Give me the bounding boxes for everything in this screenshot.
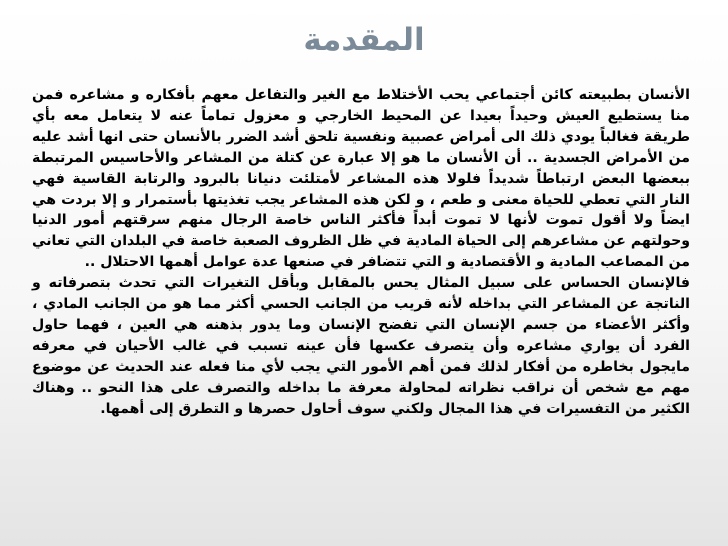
slide-body: [32, 85, 690, 420]
slide-title: المقدمة: [303, 22, 425, 58]
paragraph-eyes: فالإنسان الحساس على سبيل المثال يحس بالمقابل وبأقل التغيرات التي تحدث بتصرفاته و الناتجة عن المشاعر التي بداخله لأنه قريب من الجانب الحسي أكثر مما هو من الجانب المادي ، وأكثر الأعضاء من جسم الإنسان التي تفضح الإنسان وما يدور بذهنه هي العين ، فهما حاول الفرد أن يواري مشاعره وأن يتصرف عكسها فأن عينه تسبب في غالب الأحيان في معرفه مايجول بخاطره من أفكار لذلك فمن أهم الأمور التي يجب لأي منا فعله عند الحديث عن موضوع مهم مع شخص أن نراقب نظراته لمحاولة معرفة ما بداخله والتصرف على هذا النحو .. وهناك الكثير من التفسيرات في هذا المجال ولكني سوف أحاول حصرها و التطرق إلى أهمها.: [32, 275, 690, 417]
paragraph-intro: الأنسان بطبيعته كائن أجتماعي يحب الأختلاط مع الغير والتفاعل معهم بأفكاره و مشاعره فمن منا يستطيع العيش وحيداً بعيدا عن المحيط الخارجي و معزول تماماً عنه لا يتعامل معه بأي طريقة فغالباً يودي ذلك الى أمراض عصبية ونفسية تلحق أشد الضرر بالأنسان حتى انها أشد عليه من الأمراض الجسدية .. أن الأنسان ما هو إلا عبارة عن كتلة من المشاعر والأحاسيس المرتبطة ببعضها البعض ارتباطاً شديداً فلولا هذه المشاعر لأمتلئت دنيانا بالبرود والرتابة القاسية فهي النار التي تعطي للحياة معنى و طعم ، و لكن هذه المشاعر يجب تغذيتها بأستمرار و إلا بردت هي ايضاً ولا أقول تموت لأنها لا تموت أبداً فأكثر الناس خاصة الرجال منهم سرقتهم أمور الدنيا وحولتهم عن مشاعرهم إلى الحياة المادية في ظل الظروف الصعبة خاصة في البلدان التي تعاني من المصاعب المادية و الأقتصادية و التي تتضافر في صنعها عدة عوامل أهمها الاحتلال ..: [32, 87, 690, 271]
